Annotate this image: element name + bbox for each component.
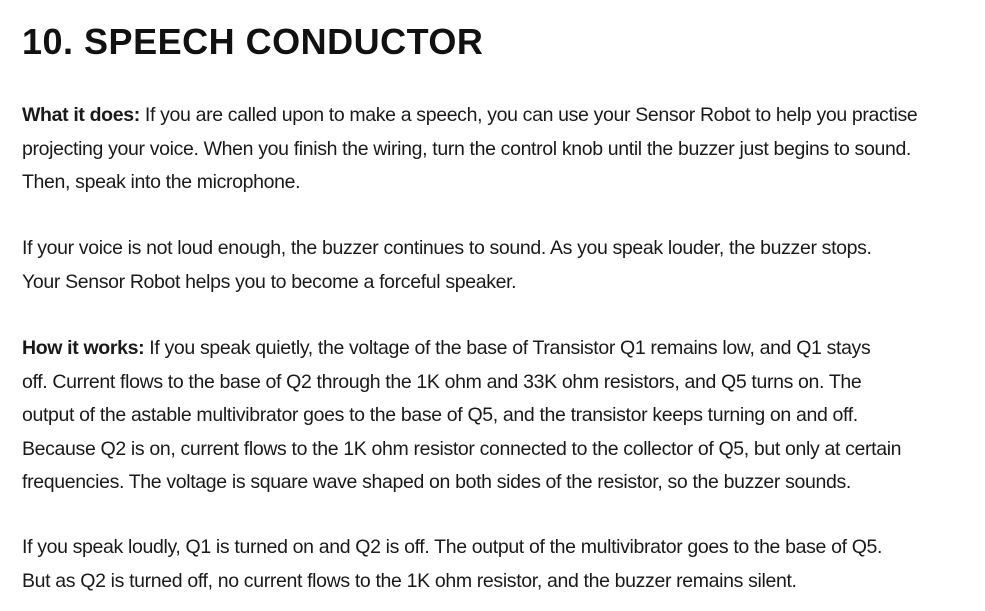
what-it-does-heading: What it does:: [22, 104, 140, 126]
paragraph-line: Then, speak into the microphone.: [22, 171, 301, 193]
paragraph-line: off. Current flows to the base of Q2 through the 1K ohm and 33K ohm resistors, and Q5 turns on. The: [22, 370, 862, 393]
line-text: If you are called upon to make a speech, you can use your Sensor Robot to help you practise: [139, 104, 918, 126]
paragraph-line: But as Q2 is turned off, no current flows to the 1K ohm resistor, and the buzzer remains silent.: [22, 569, 797, 592]
paragraph-line: Because Q2 is on, current flows to the 1K ohm resistor connected to the collector of Q5, but only at certain: [22, 437, 902, 460]
paragraph-line: output of the astable multivibrator goes to the base of Q5, and the transistor keeps turning on and off.: [22, 404, 858, 426]
paragraph-line: projecting your voice. When you finish the wiring, turn the control knob until the buzzer just begins to sound.: [22, 137, 912, 160]
paragraph-line: If you speak loudly, Q1 is turned on and Q2 is off. The output of the multivibrator goes to the base of Q5.: [22, 536, 883, 558]
page-title: 10. SPEECH CONDUCTOR: [22, 21, 484, 62]
line-text: If you speak quietly, the voltage of the base of Transistor Q1 remains low, and Q1 stays: [144, 337, 871, 359]
paragraph-line: frequencies. The voltage is square wave shaped on both sides of the resistor, so the buzzer sounds.: [22, 471, 851, 493]
paragraph-line: Your Sensor Robot helps you to become a forceful speaker.: [22, 270, 517, 293]
how-it-works-paragraph: [22, 332, 901, 500]
paragraph-line: [22, 99, 917, 133]
how-it-works-heading: How it works:: [22, 337, 145, 359]
what-it-does-paragraph: [22, 99, 917, 200]
loud-speech-paragraph: [22, 531, 882, 598]
paragraph-line: [22, 332, 901, 366]
paragraph-line: If your voice is not loud enough, the buzzer continues to sound. As you speak louder, the buzzer stops.: [22, 237, 872, 259]
voice-loudness-paragraph: [22, 232, 872, 299]
